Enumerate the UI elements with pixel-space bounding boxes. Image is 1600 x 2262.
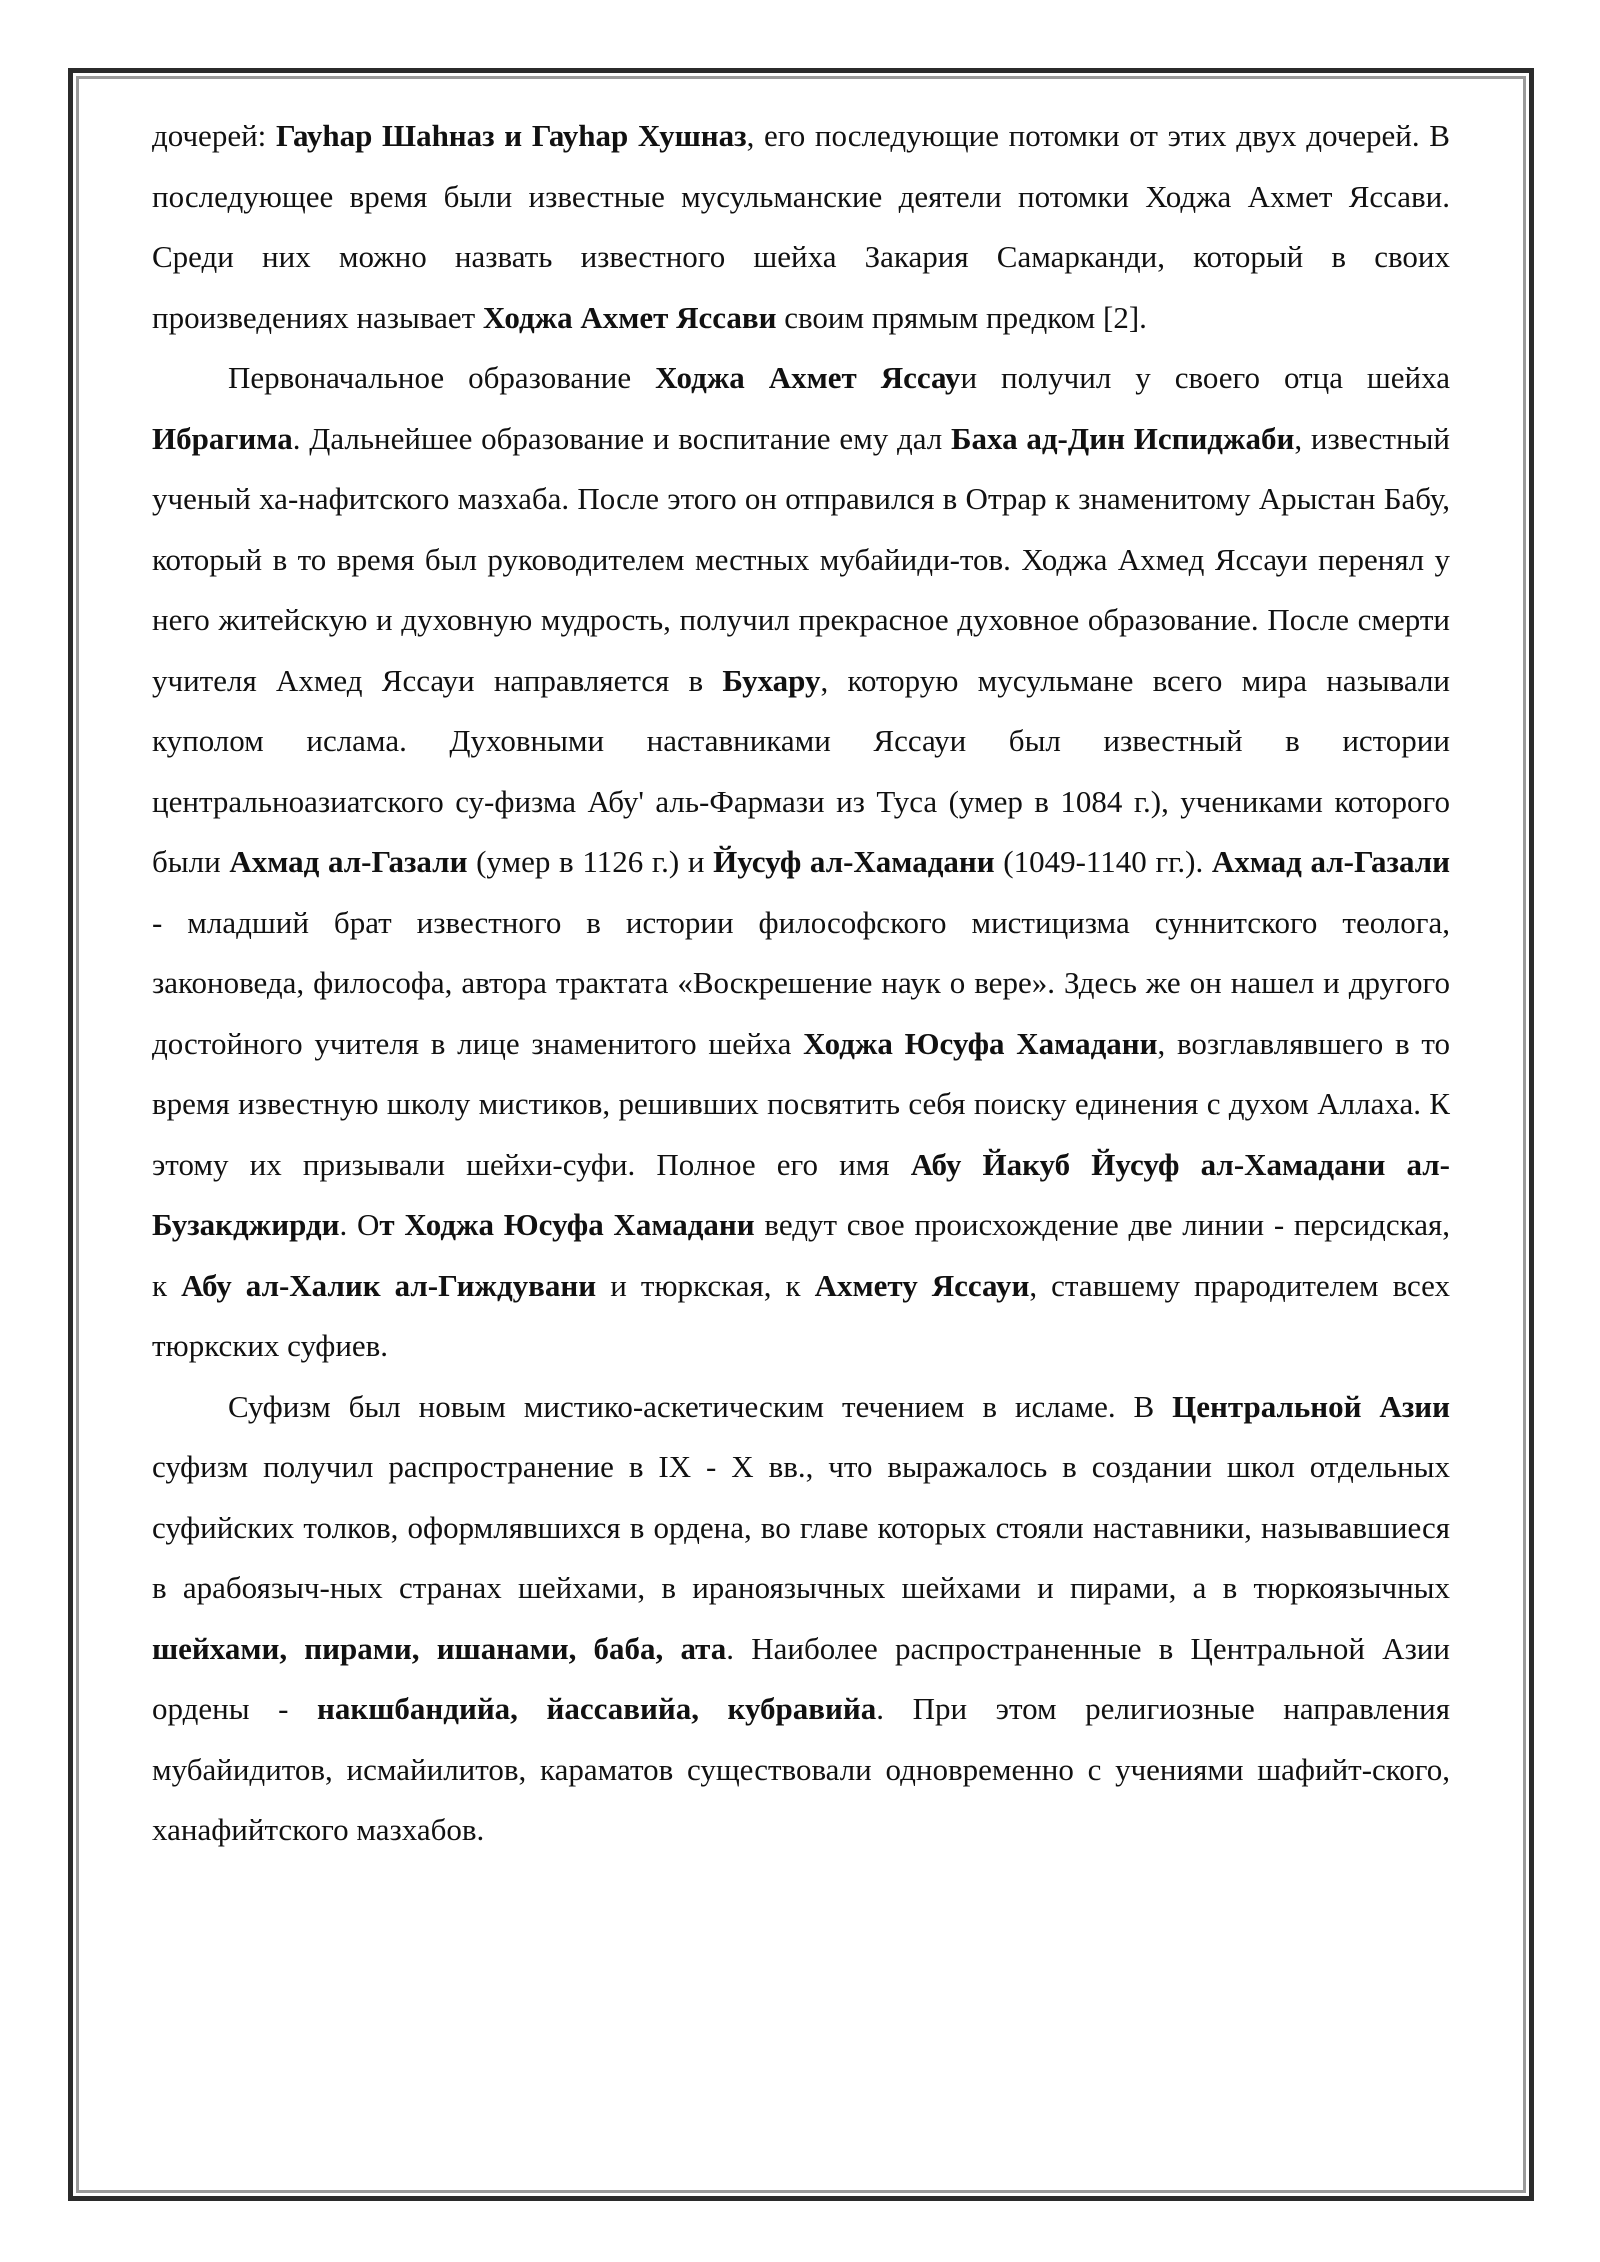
text-span: - младший брат известного в истории философского мистицизма суннитского теолога, законоведа, философа, автора трактата «Воскрешение наук о вере». Здесь же он нашел и другого достойного учителя в лице знаменитого шейха [152,904,1450,1061]
text-span: Суфизм был новым мистико-аскетическим течением в исламе. В [228,1388,1173,1424]
bold-name: Баха ад-Дин Испиджаби [951,420,1295,456]
text-span: , которую мусульмане всего мира называли куполом ислама. Духовными наставниками Яссауи был известный в истории центральноазиатского су-физма Абу' аль-Фармази из Туса (умер в 1084 г.), учениками которого были [152,662,1451,879]
bold-name: шейхами, пирами, ишанами, баба, ата [152,1630,727,1666]
bold-name: Центральной Азии [1172,1388,1450,1424]
bold-name: Ибрагима [152,420,293,456]
text-span: , ставшему прародителем всех тюркских суфиев. [152,1267,1451,1363]
text-span: суфизм получил распространение в IX - X вв., что выражалось в создании школ отдельных суфийских толков, оформлявшихся в ордена, во главе которых стояли наставники, называвшиеся в арабоязыч-ных странах шейхами, в ираноязычных шейхами и пирами, а в тюркоязычных [152,1449,1450,1605]
text-span: , его последующие потомки от этих двух дочерей. В последующее время были известные мусульманские деятели потомки Ходжа Ахмет Яссави. Среди них можно назвать известного шейха Закария Самарканди, который в своих произведениях называет [152,118,1450,335]
text-span: , известный ученый ха-нафитского мазхаба. После этого он отправился в Отрар к знаменитому Арыстан Бабу, который в то время был руководителем местных мубайиди-тов. Ходжа Ахмед Яссауи перенял у него житейскую и духовную мудрость, получил прекрасное духовное образование. После смерти учителя Ахмед Яссауи направляется в [152,420,1450,698]
text-span: и получил у своего отца шейха [960,360,1450,395]
text-span: своим прямым предком [2]. [776,299,1147,335]
text-span: . Наиболее распространенные в Центральной Азии ордены - [152,1630,1450,1726]
text-span: и тюркская, к [596,1267,815,1303]
bold-name: Ахмад ал-Газали [229,844,468,879]
bold-name: Ходжа Ахмет Яссау [655,360,961,395]
bold-name: Бухару [722,662,821,698]
bold-name: Ахмету Яссауи [814,1267,1030,1303]
bold-name: Абу ал-Халик ал-Гиждувани [181,1267,597,1303]
text-span: . Дальнейшее образование и воспитание ему дал [292,420,952,456]
text-span: (умер в 1126 г.) и [467,844,714,879]
bold-name: Ходжа Ахмет Яссави [482,299,777,335]
bold-name: Гауһар Шаһназ и Гауһар Хушназ [275,118,747,153]
text-span: . При этом религиозные направления мубайидитов, исмайилитов, караматов существовали одновременно с учениями шафийт-ского, ханафийтского мазхабов. [152,1691,1450,1847]
text-span: . О [339,1207,380,1242]
paragraph-2 [152,348,1450,1377]
bold-name: накшбандийа, йассавийа, кубравийа [317,1691,877,1726]
text-span: ведут свое происхождение две линии - персидская, к [152,1207,1450,1303]
bold-name: т Ходжа Юсуфа Хамадани [379,1207,755,1242]
bold-name: Ахмад ал-Газали [1211,844,1450,879]
bold-name: Ходжа Юсуфа Хамадани [803,1025,1158,1061]
paragraph-1 [152,106,1450,348]
bold-name: Абу Йакуб Йусуф ал-Хамадани ал-Бузакджирди [152,1146,1450,1242]
text-span: , возглавлявшего в то время известную школу мистиков, решивших посвятить себя поиску единения с духом Аллаха. К этому их призывали шейхи-суфи. Полное его имя [152,1025,1450,1182]
text-span: дочерей: [152,118,276,153]
bold-name: Йусуф ал-Хамадани [713,844,995,879]
paragraph-3 [152,1377,1450,1861]
document-body [152,106,1450,1861]
text-span: Первоначальное образование [228,360,656,395]
text-span: (1049-1140 гг.). [994,844,1212,879]
